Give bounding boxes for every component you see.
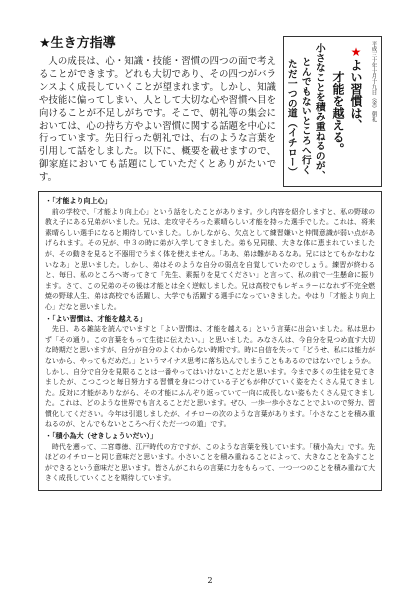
summary-section-heading: ・「積小為大（せきしょういだい）」: [45, 432, 157, 441]
quote-sub-line-2: とんでもないところへ行く: [299, 57, 311, 175]
summary-section-body: 先日、ある雑誌を読んでいますと「よい習慣は、才能を越える」という言葉に出会いました。私は思わず「その通り。この言葉をもって生徒に伝えたい。」と思いました。みなさんは、今自分を見つめ直す大切な時期だと思いますが、自分が自分のよくわからない時期です。時に自信を失って「どうせ、私には能力がないから、やってもだめだ。」というマイナス思考に落ち込んでしまうこともあるのではないでしょうか。しかし、自分で自分を見限ることは一番やってはいけないことだと思います。今まで多くの生徒を見てきましたが、こつこつと毎日努力する習慣を身につけている子どもが伸びていく姿をたくさん見てきました。反対に才能がありながら、その才能にふんぞり返っていて一向に成長しない姿もたくさん見てきました。これは、どのような世界でも言えることだと思います。ぜひ、一歩一歩小さなことでよいので努力、習慣化してください。今年は引退しましたが、イチローの次のような言葉があります。「小さなことを積み重ねるのが、とんでもないところへ行くただ一つの道」です。: [45, 325, 375, 429]
summary-section-heading: ・「よい習慣は、才能を越える」: [45, 314, 147, 323]
section-title: ★生き方指導: [39, 36, 116, 51]
summary-section: [45, 196, 375, 313]
summary-section: [45, 314, 375, 431]
summary-section-body: 前の学校で、「才能より向上心」という話をしたことがあります。少し内容を紹介しますと、私の野球の教え子にある兄弟がいました。兄は、走攻守そろった素晴らしい才能を持った選手でした。これは、将来素晴らしい選手になると期待していました。しかしながら、欠点として練習嫌いと仲間意識が弱い点があげられます。その兄が、中３の時に弟が入学してきました。弟も兄同様、大きな体に恵まれていましたが、その動きを見ると不器用でうまく体を使えません。「ああ、弟は難があるなあ。兄にはとてもかなわないなあ」と思いました。しかし、弟はそのような自分の弱点を自覚していたのでしょう。練習が終わると、毎日、私のところへ寄ってきて「先生、素振りを見てください」と言って、私の前で一生懸命に振ります。さて、この兄弟のその後は才能とは全く逆転しました。兄は高校でもレギュラーになれず不完全燃焼の野球人生、弟は高校でも活躍し、大学でも活躍する選手になっていきました。やはり「才能より向上心」だなと思いました。: [45, 207, 375, 311]
quote-box: [283, 36, 382, 187]
page-number: 2: [207, 576, 213, 585]
star-icon: ★: [349, 45, 363, 59]
quote-main-line-2: 才能を越える。: [331, 71, 345, 155]
summary-box: [38, 191, 382, 491]
summary-section-heading: ・「才能より向上心」: [45, 197, 112, 205]
quote-date: 平成三十年十月十九日（金）朝礼: [370, 41, 377, 122]
quote-sub-line-1: 小さなことを積み重ねるのが、: [313, 43, 325, 181]
quote-main-line-1: [350, 45, 362, 131]
quote-sub-line-3: ただ一つの道（イチロー）: [285, 59, 297, 177]
quote-main-text-1: よい習慣は、: [349, 59, 363, 131]
summary-section-body: 時代を遡って、二宮尊徳、江戸時代の方ですが、このような言葉を残しています。「積小為大」です。先ほどのイチローと同じ意味だと思います。小さいことを積み重ねることによって、大きなことを為すことができるという意味だと思います。皆さんがこれらの言葉に力をもらって、一つ一つのことを積み重ねて大きく成長していくことを期待しています。: [45, 442, 375, 483]
summary-section: [45, 431, 375, 484]
intro-paragraph: 人の成長は、心・知識・技能・習慣の四つの面で考えることができます。どれも大切であり、その四つがバランスよく成長していくことが望まれます。しかし、知識や技能に偏ってしまい、人として大切な心や習慣へ目を向けることが不足しがちです。そこで、朝礼等の集会においては、心の持ち方やよい習慣に関する話題を中心に行っています。先日行った朝礼では、右のような言葉を引用して話をしました。以下に、概要を載せますので、御家庭においても話題にしていただくとありがたいです。: [39, 56, 276, 184]
